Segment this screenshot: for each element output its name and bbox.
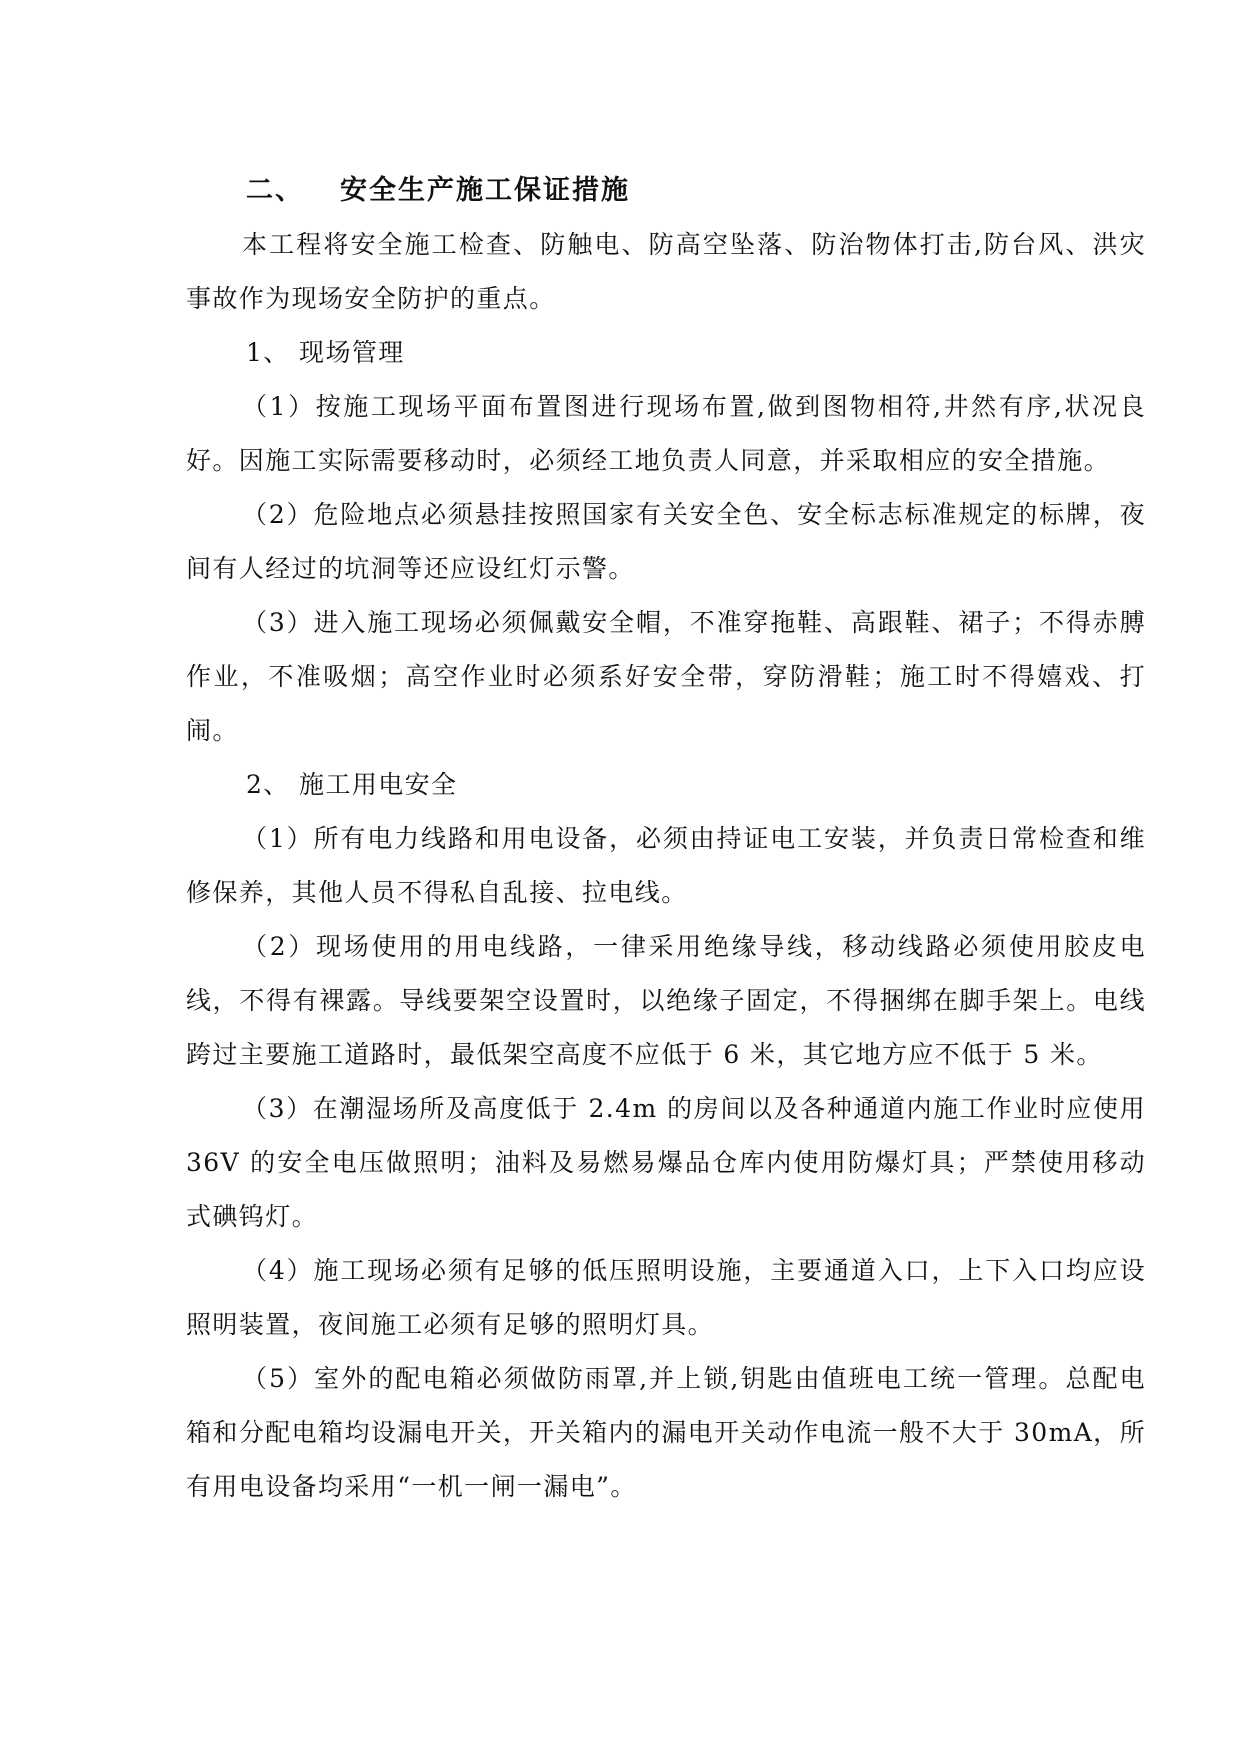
paragraph-electric-4: （4）施工现场必须有足够的低压照明设施，主要通道入口，上下入口均应设照明装置，夜间施工必须有足够的照明灯具。 (186, 1256, 1146, 1339)
paragraph-site-2: （2）危险地点必须悬挂按照国家有关安全色、安全标志标准规定的标牌，夜间有人经过的坑洞等还应设红灯示警。 (186, 500, 1146, 583)
subheading-site-management: 1、 现场管理 (246, 338, 405, 367)
paragraph-electric-5: （5）室外的配电箱必须做防雨罩,并上锁,钥匙由值班电工统一管理。总配电箱和分配电箱均设漏电开关，开关箱内的漏电开关动作电流一般不大于 30mA，所有用电设备均采用“一机一闸一漏电”。 (186, 1364, 1146, 1501)
paragraph-intro: 本工程将安全施工检查、防触电、防高空坠落、防治物体打击,防台风、洪灾事故作为现场安全防护的重点。 (186, 230, 1146, 313)
subheading-electrical-safety: 2、 施工用电安全 (246, 770, 458, 799)
paragraph-site-3: （3）进入施工现场必须佩戴安全帽，不准穿拖鞋、高跟鞋、裙子；不得赤膊作业，不准吸烟；高空作业时必须系好安全带，穿防滑鞋；施工时不得嬉戏、打闹。 (186, 608, 1146, 745)
paragraph-electric-1: （1）所有电力线路和用电设备，必须由持证电工安装，并负责日常检查和维修保养，其他人员不得私自乱接、拉电线。 (186, 824, 1146, 907)
document-body (186, 164, 1146, 1514)
section-heading (186, 164, 1146, 218)
paragraph-electric-3: （3）在潮湿场所及高度低于 2.4m 的房间以及各种通道内施工作业时应使用 36V 的安全电压做照明；油料及易燃易爆品仓库内使用防爆灯具；严禁使用移动式碘钨灯。 (186, 1094, 1146, 1231)
section-number: 二、 (246, 175, 304, 206)
paragraph-electric-2: （2）现场使用的用电线路，一律采用绝缘导线，移动线路必须使用胶皮电线，不得有裸露。导线要架空设置时，以绝缘子固定，不得捆绑在脚手架上。电线跨过主要施工道路时，最低架空高度不应低于 6 米，其它地方应不低于 5 米。 (186, 932, 1146, 1069)
section-title: 安全生产施工保证措施 (340, 175, 630, 206)
paragraph-site-1: （1）按施工现场平面布置图进行现场布置,做到图物相符,井然有序,状况良好。因施工实际需要移动时，必须经工地负责人同意，并采取相应的安全措施。 (186, 392, 1146, 475)
